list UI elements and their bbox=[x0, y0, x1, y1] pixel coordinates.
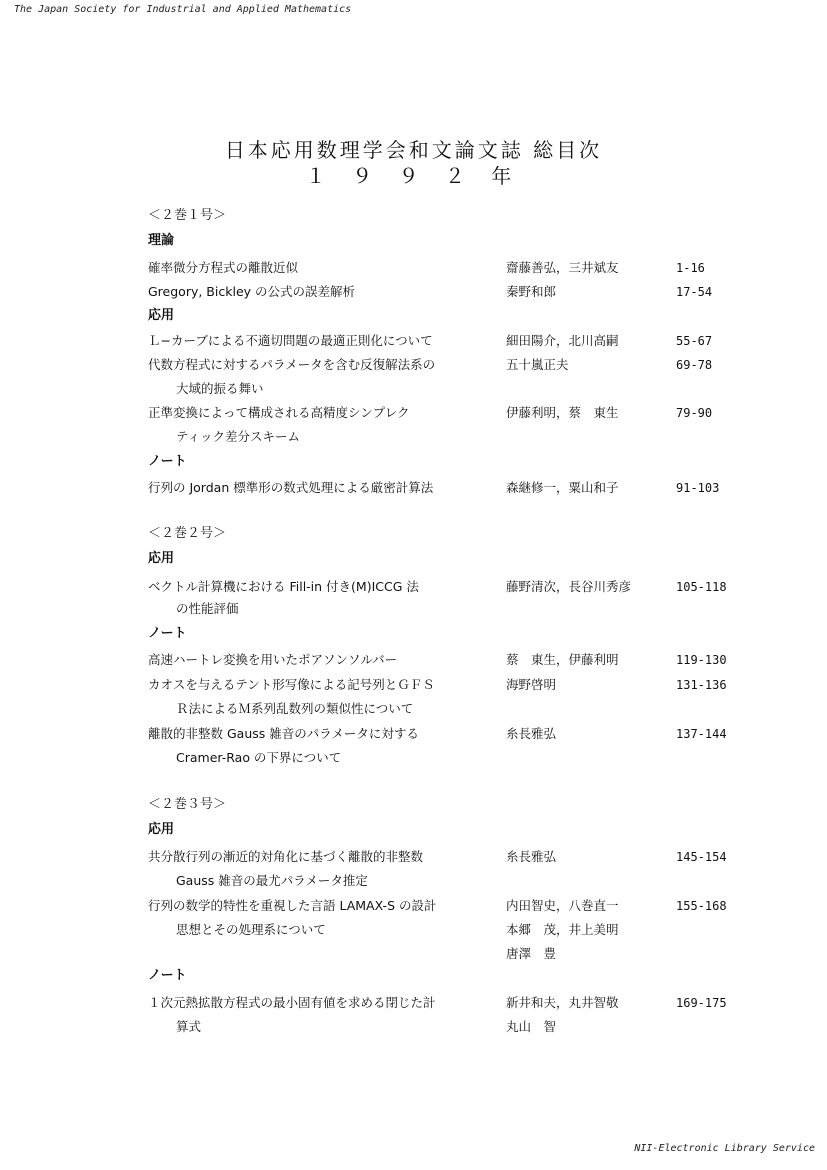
entry-title: Ｌ−カーブによる不適切問題の最適正則化について bbox=[148, 333, 433, 348]
entry-title: の性能評価 bbox=[176, 601, 239, 616]
entry-title: 離散的非整数 Gauss 雑音のパラメータに対する bbox=[148, 726, 419, 741]
section-heading: 応用 bbox=[148, 822, 175, 837]
entry-title: 高速ハートレ変換を用いたポアソンソルバー bbox=[148, 652, 398, 667]
page-year: １ ９ ９ ２ 年 bbox=[305, 164, 522, 188]
entry-pages: 1-16 bbox=[676, 261, 705, 275]
entry-authors: 秦野和郎 bbox=[506, 284, 557, 299]
entry-authors: 海野啓明 bbox=[506, 677, 557, 692]
section-heading: 理論 bbox=[148, 233, 175, 248]
entry-authors: 糸長雅弘 bbox=[506, 726, 557, 741]
entry-authors: 細田陽介，北川高嗣 bbox=[506, 333, 619, 348]
entry-authors: 蔡 東生，伊藤利明 bbox=[506, 652, 619, 667]
entry-pages: 105-118 bbox=[676, 580, 727, 594]
library-footer: NII-Electronic Library Service bbox=[634, 1143, 815, 1154]
entry-authors: 藤野清次，長谷川秀彦 bbox=[506, 579, 632, 594]
entry-authors: 唐澤 豊 bbox=[506, 946, 557, 961]
section-heading: ノート bbox=[148, 968, 187, 983]
entry-title: 算式 bbox=[176, 1019, 202, 1034]
entry-authors: 齋藤善弘，三井斌友 bbox=[506, 260, 619, 275]
entry-authors: 本郷 茂，井上美明 bbox=[506, 922, 619, 937]
society-header: The Japan Society for Industrial and Applied Mathematics bbox=[14, 4, 352, 15]
entry-title: カオスを与えるテント形写像による記号列とＧＦＳ bbox=[148, 677, 435, 692]
section-heading: 応用 bbox=[148, 308, 175, 323]
entry-title: 思想とその処理系について bbox=[176, 922, 326, 937]
entry-title: 共分散行列の漸近的対角化に基づく離散的非整数 bbox=[148, 849, 424, 864]
entry-authors: 丸山 智 bbox=[506, 1019, 557, 1034]
entry-title: Gregory, Bickley の公式の誤差解析 bbox=[148, 284, 356, 299]
entry-pages: 91-103 bbox=[676, 481, 720, 495]
entry-title: １次元熱拡散方程式の最小固有値を求める閉じた計 bbox=[148, 995, 436, 1010]
entry-title: Gauss 雑音の最尤パラメータ推定 bbox=[176, 873, 368, 888]
entry-title: 行列の Jordan 標準形の数式処理による厳密計算法 bbox=[148, 480, 434, 495]
entry-title: 代数方程式に対するパラメータを含む反復解法系の bbox=[148, 357, 436, 372]
entry-authors: 森継修一，粟山和子 bbox=[506, 480, 619, 495]
entry-title: 行列の数学的特性を重視した言語 LAMAX-S の設計 bbox=[148, 898, 437, 913]
entry-pages: 155-168 bbox=[676, 899, 727, 913]
entry-pages: 119-130 bbox=[676, 653, 727, 667]
entry-pages: 17-54 bbox=[676, 285, 713, 299]
issue-label: ＜２巻１号＞ bbox=[148, 208, 227, 223]
entry-title: 大域的振る舞い bbox=[176, 381, 264, 396]
entry-title: ティック差分スキーム bbox=[176, 429, 301, 444]
section-heading: ノート bbox=[148, 454, 187, 469]
entry-title: Cramer-Rao の下界について bbox=[176, 750, 342, 765]
entry-title: 確率微分方程式の離散近似 bbox=[148, 260, 299, 275]
entry-authors: 内田智史，八巻直一 bbox=[506, 898, 619, 913]
entry-pages: 69-78 bbox=[676, 358, 713, 372]
entry-pages: 79-90 bbox=[676, 406, 713, 420]
entry-pages: 55-67 bbox=[676, 334, 713, 348]
section-heading: ノート bbox=[148, 626, 187, 641]
entry-title: 正準変換によって構成される高精度シンプレク bbox=[148, 405, 410, 420]
entry-authors: 五十嵐正夫 bbox=[506, 357, 569, 372]
entry-pages: 137-144 bbox=[676, 727, 727, 741]
section-heading: 応用 bbox=[148, 551, 175, 566]
entry-pages: 169-175 bbox=[676, 996, 727, 1010]
issue-label: ＜２巻３号＞ bbox=[148, 797, 227, 812]
entry-pages: 145-154 bbox=[676, 850, 727, 864]
entry-title: Ｒ法によるＭ系列乱数列の類似性について bbox=[176, 701, 414, 716]
page-title: 日本応用数理学会和文論文誌 総目次 bbox=[224, 138, 603, 162]
issue-label: ＜２巻２号＞ bbox=[148, 526, 227, 541]
entry-pages: 131-136 bbox=[676, 678, 727, 692]
entry-title: ベクトル計算機における Fill-in 付き(M)ICCG 法 bbox=[148, 579, 419, 594]
entry-authors: 糸長雅弘 bbox=[506, 849, 557, 864]
entry-authors: 新井和夫，丸井智敬 bbox=[506, 995, 619, 1010]
entry-authors: 伊藤利明，蔡 東生 bbox=[506, 405, 619, 420]
